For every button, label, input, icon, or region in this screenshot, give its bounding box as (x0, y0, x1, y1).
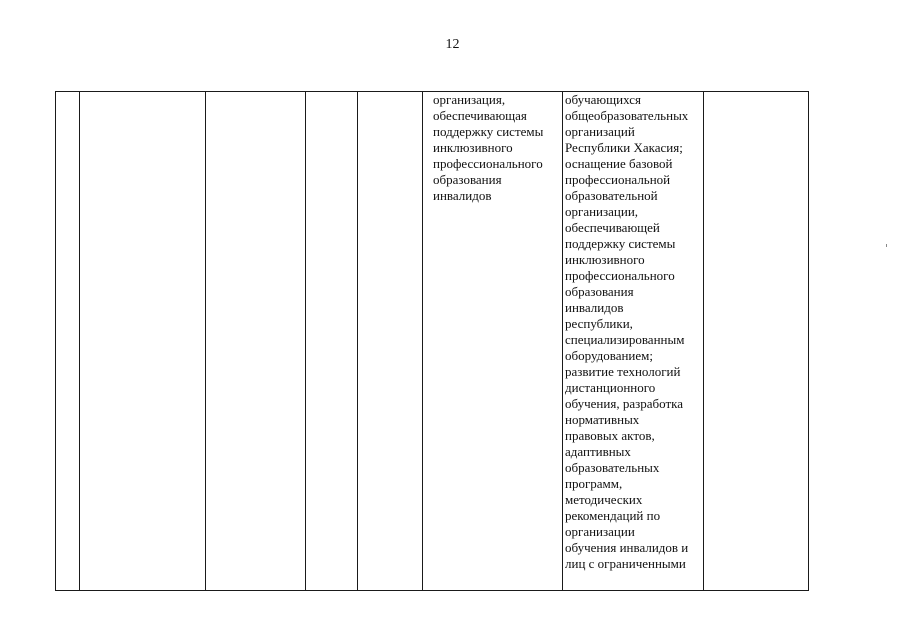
text-line: обучения инвалидов и (565, 540, 689, 555)
text-line: обучающихся (565, 92, 641, 107)
text-line: специализированным (565, 332, 685, 347)
text-line: профессионального (433, 156, 543, 171)
text-line: обеспечивающей (565, 220, 660, 235)
text-line: лиц с ограниченными (565, 556, 686, 571)
table-cell-7 (563, 92, 704, 591)
text-line: развитие технологий (565, 364, 681, 379)
text-line: организации (565, 524, 635, 539)
text-line: образования (565, 284, 634, 299)
table-row (56, 92, 809, 591)
text-line: организация, (433, 92, 506, 107)
text-line: программ, (565, 476, 623, 491)
cell-6-text (433, 92, 562, 204)
text-line: правовых актов, (565, 428, 655, 443)
text-line: рекомендаций по (565, 508, 661, 523)
table-cell-5 (358, 92, 423, 591)
scan-edge-mark (886, 244, 887, 247)
table-cell-1 (56, 92, 80, 591)
text-line: поддержку системы (565, 236, 676, 251)
text-line: нормативных (565, 412, 640, 427)
table-cell-8 (704, 92, 809, 591)
text-line: образовательной (565, 188, 658, 203)
text-line: образования (433, 172, 502, 187)
page-number: 12 (445, 37, 460, 52)
table-cell-2 (80, 92, 206, 591)
text-line: Республики Хакасия; (565, 140, 683, 155)
text-line: обучения, разработка (565, 396, 684, 411)
document-table (55, 91, 809, 591)
text-line: республики, (565, 316, 633, 331)
text-line: инвалидов (433, 188, 492, 203)
text-line: образовательных (565, 460, 660, 475)
text-line: методических (565, 492, 643, 507)
text-line: оборудованием; (565, 348, 653, 363)
text-line: организаций (565, 124, 635, 139)
text-line: инклюзивного (433, 140, 513, 155)
text-line: дистанционного (565, 380, 656, 395)
text-line: инклюзивного (565, 252, 645, 267)
cell-7-text (565, 92, 703, 572)
table-cell-6 (423, 92, 563, 591)
text-line: инвалидов (565, 300, 624, 315)
table-cell-4 (306, 92, 358, 591)
text-line: обеспечивающая (433, 108, 527, 123)
text-line: профессионального (565, 268, 675, 283)
table-cell-3 (206, 92, 306, 591)
text-line: организации, (565, 204, 639, 219)
text-line: общеобразовательных (565, 108, 689, 123)
text-line: поддержку системы (433, 124, 544, 139)
text-line: адаптивных (565, 444, 631, 459)
text-line: профессиональной (565, 172, 671, 187)
text-line: оснащение базовой (565, 156, 673, 171)
